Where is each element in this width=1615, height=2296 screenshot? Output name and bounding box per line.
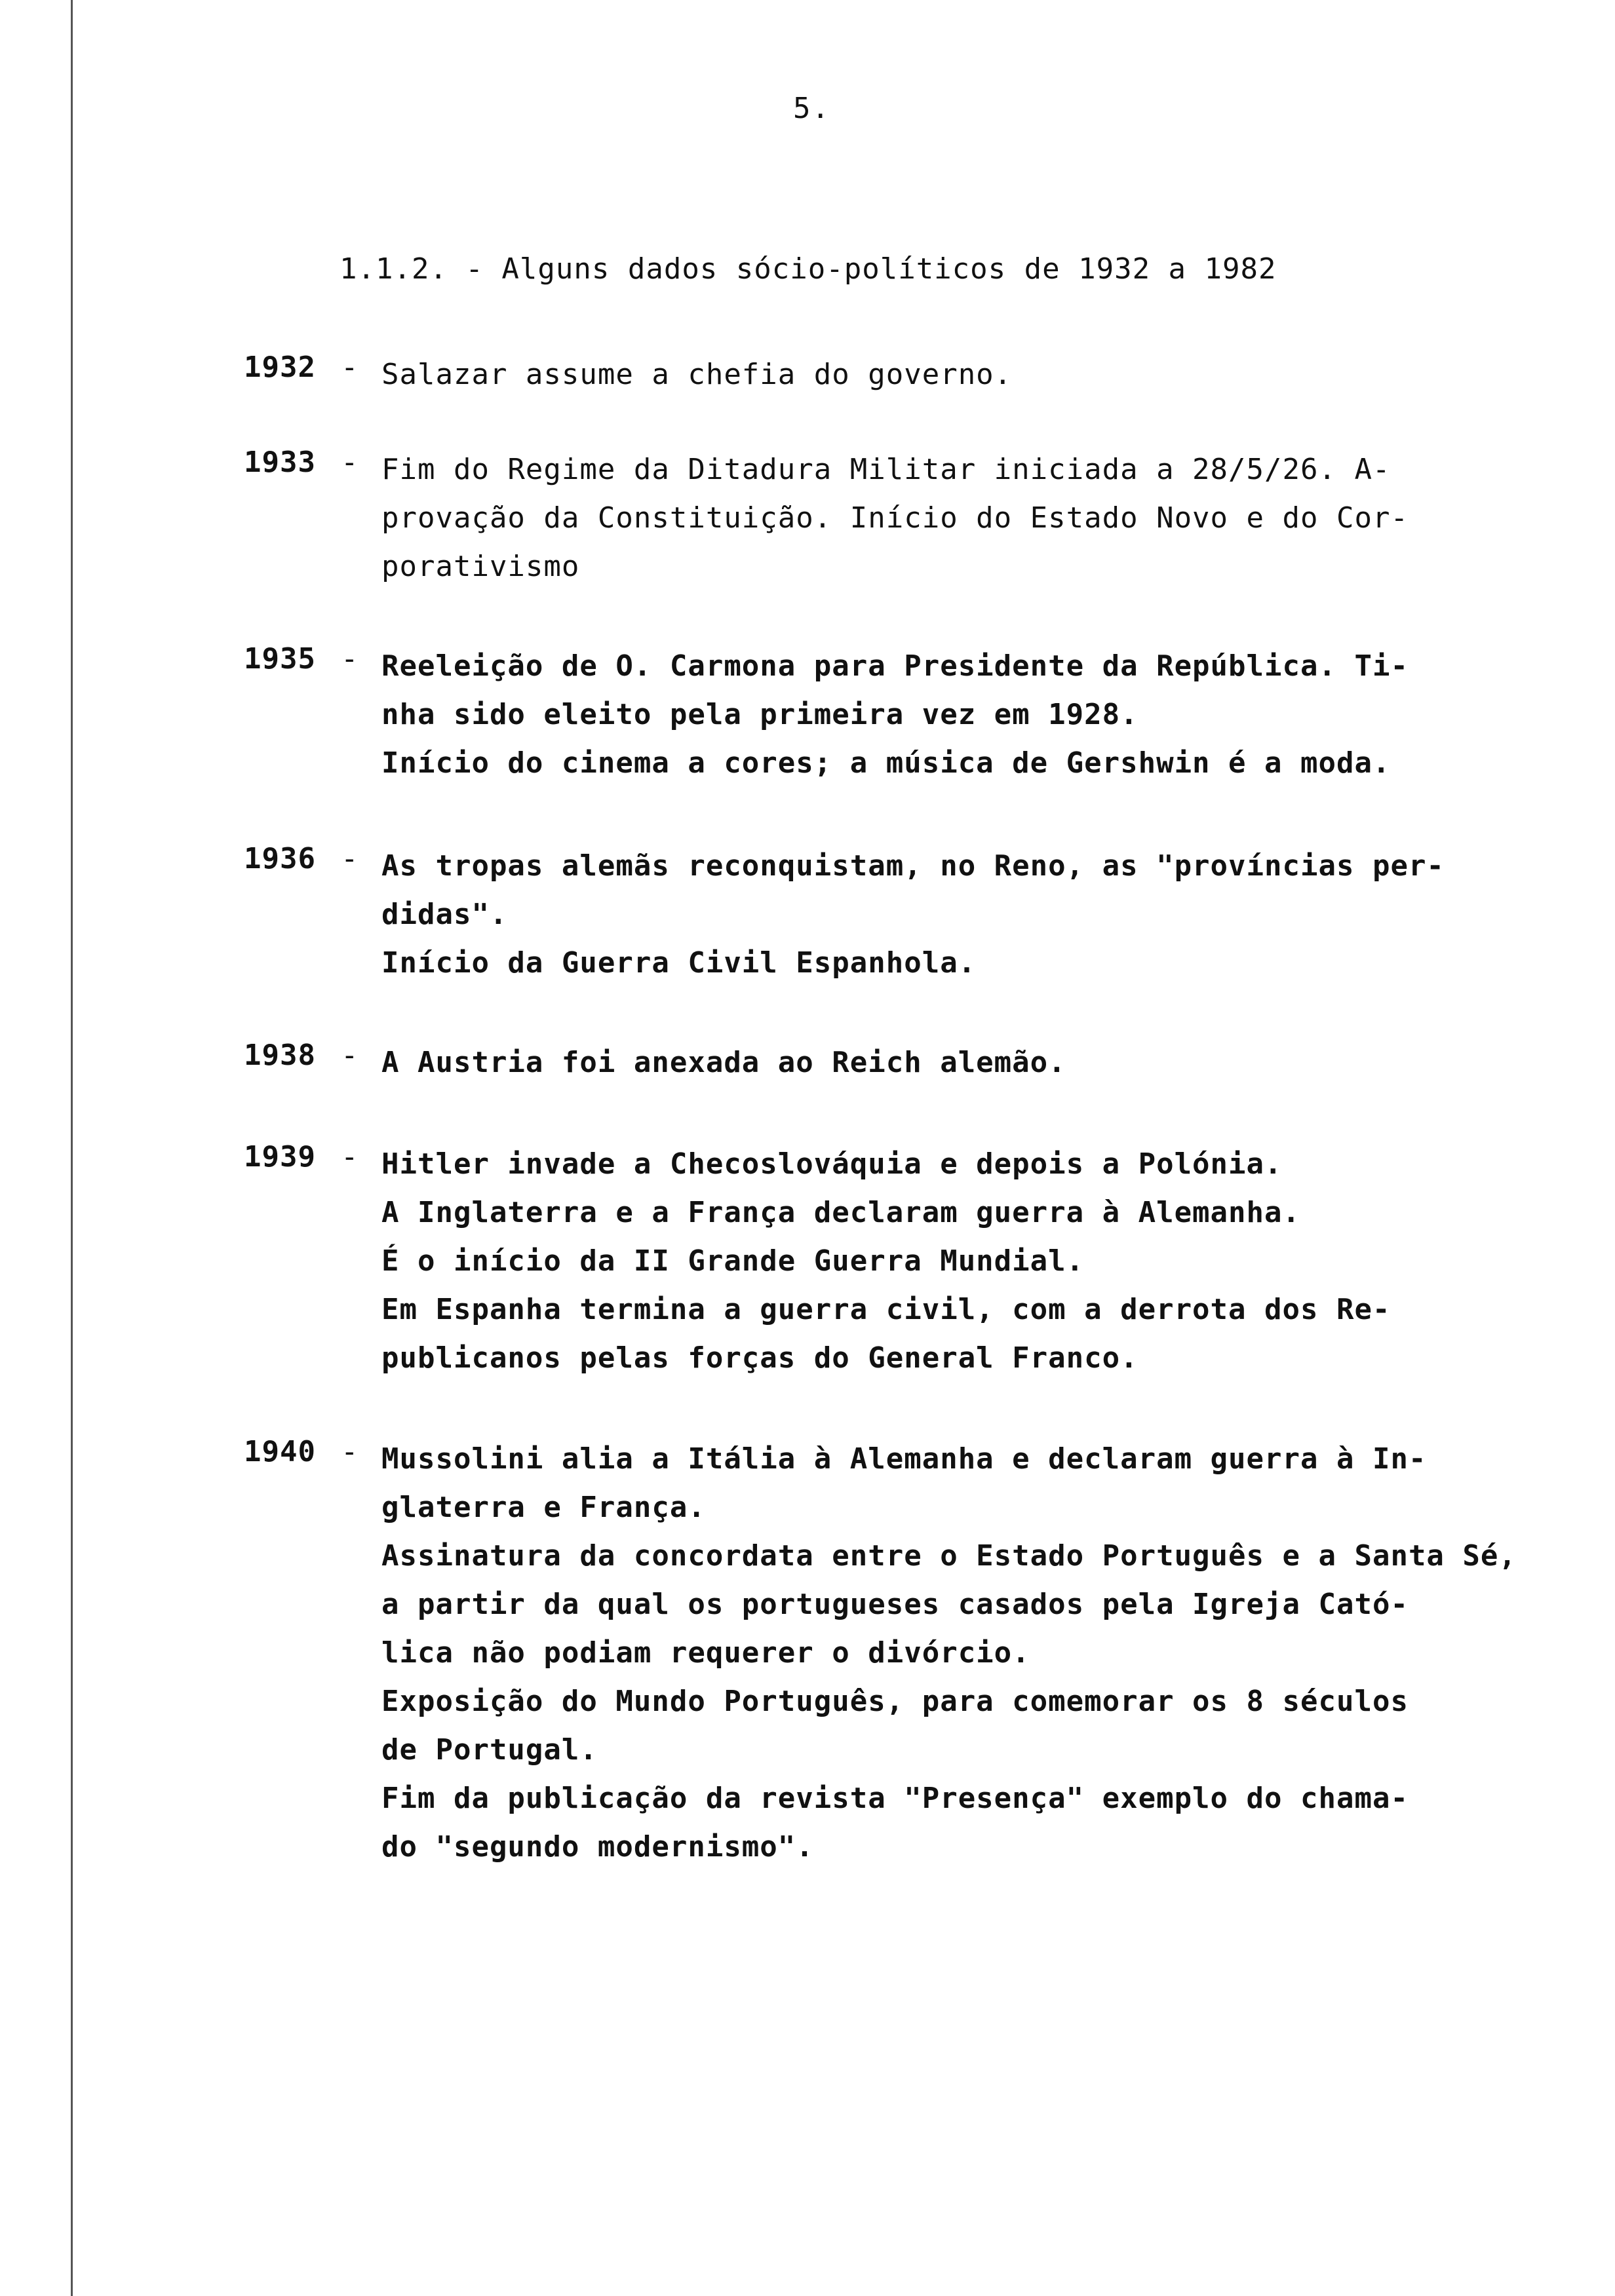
entry-body [381, 642, 1614, 788]
entry-year: 1936 [244, 842, 316, 875]
entry-year: 1933 [244, 446, 316, 479]
entry-year: 1935 [244, 642, 316, 676]
entry-dash: - [341, 1140, 359, 1174]
entry-body [381, 1039, 1614, 1087]
entry-line: glaterra e França. [381, 1491, 706, 1524]
entry-line: Assinatura da concordata entre o Estado Português e a Santa Sé, [381, 1539, 1517, 1573]
entry-line: Salazar assume a chefia do governo. [381, 358, 1013, 391]
entry-body [381, 1140, 1614, 1383]
entry-dash: - [341, 842, 359, 875]
entry-body [381, 446, 1614, 591]
entry-year: 1938 [244, 1039, 316, 1072]
entry-line: publicanos pelas forças do General Franco. [381, 1341, 1138, 1375]
entry-line: Reeleição de O. Carmona para Presidente da República. Ti- [381, 649, 1409, 683]
entry-body [381, 842, 1614, 987]
entry-body [381, 1435, 1614, 1871]
entry-line: a partir da qual os portugueses casados pela Igreja Cató- [381, 1588, 1409, 1621]
entry-line: Em Espanha termina a guerra civil, com a derrota dos Re- [381, 1293, 1391, 1326]
entry-line: Fim do Regime da Ditadura Militar iniciada a 28/5/26. A- [381, 453, 1391, 486]
entry-line: porativismo [381, 550, 580, 583]
entry-year: 1940 [244, 1435, 316, 1468]
entry-line: A Austria foi anexada ao Reich alemão. [381, 1046, 1066, 1079]
entry-line: didas". [381, 898, 508, 931]
entry-line: lica não podiam requerer o divórcio. [381, 1636, 1030, 1670]
entry-line: Hitler invade a Checoslováquia e depois a Polónia. [381, 1147, 1283, 1181]
entry-line: de Portugal. [381, 1733, 598, 1767]
entry-dash: - [341, 446, 359, 479]
entry-dash: - [341, 1435, 359, 1468]
entry-year: 1932 [244, 351, 316, 384]
section-title: 1.1.2. - Alguns dados sócio-políticos de 1932 a 1982 [340, 252, 1277, 286]
entry-line: É o início da II Grande Guerra Mundial. [381, 1244, 1085, 1278]
entry-line: Início da Guerra Civil Espanhola. [381, 946, 977, 980]
entry-line: Fim da publicação da revista "Presença" exemplo do chama- [381, 1782, 1409, 1815]
entry-line: do "segundo modernismo". [381, 1830, 814, 1864]
entry-line: Exposição do Mundo Português, para comemorar os 8 séculos [381, 1685, 1409, 1718]
entry-line: provação da Constituição. Início do Estado Novo e do Cor- [381, 501, 1409, 535]
entry-line: Mussolini alia a Itália à Alemanha e declaram guerra à In- [381, 1442, 1427, 1476]
entry-dash: - [341, 1039, 359, 1072]
entry-body [381, 351, 1614, 399]
entry-year: 1939 [244, 1140, 316, 1174]
binding-margin-line [71, 0, 73, 2296]
entry-line: As tropas alemãs reconquistam, no Reno, as "províncias per- [381, 849, 1445, 883]
entry-line: Início do cinema a cores; a música de Gershwin é a moda. [381, 746, 1391, 780]
entry-line: A Inglaterra e a França declaram guerra à Alemanha. [381, 1196, 1301, 1229]
entry-line: nha sido eleito pela primeira vez em 1928. [381, 698, 1138, 731]
entry-dash: - [341, 642, 359, 676]
page-number: 5. [793, 92, 830, 125]
entry-dash: - [341, 351, 359, 384]
